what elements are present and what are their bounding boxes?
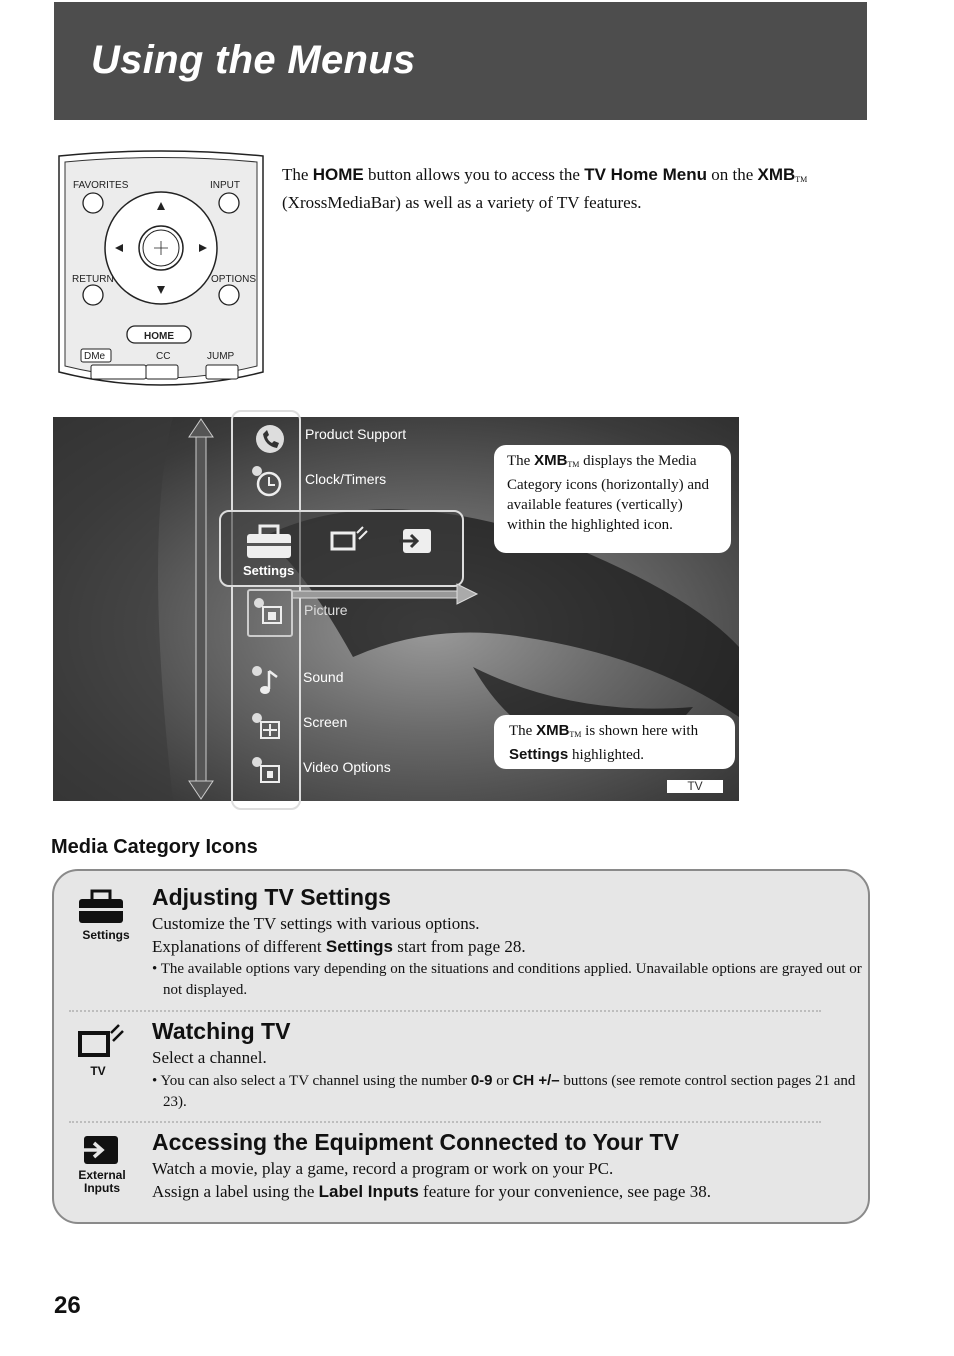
xmb-screenshot: [53, 417, 739, 801]
picture-icon: [251, 595, 287, 631]
music-note-icon: [249, 663, 285, 699]
menu-item-sound[interactable]: Sound: [303, 669, 344, 685]
menu-item-picture[interactable]: Picture: [304, 602, 348, 618]
xmb-callout-1: The $XMB_{TM}$ displays the Media Category icons (horizontally) and available features (vertically) within the highlighted icon.: [494, 445, 731, 553]
xmb-term: XMB: [757, 165, 796, 184]
tv-antenna-icon: [77, 1023, 125, 1063]
page-header: [54, 2, 867, 120]
menu-item-product-support[interactable]: Product Support: [305, 426, 407, 442]
settings-icon-caption: Settings: [82, 928, 130, 942]
video-options-icon: [249, 754, 285, 790]
tv-icon-caption: TV: [90, 1064, 106, 1078]
remote-options-label: OPTIONS: [211, 274, 257, 285]
toolbox-icon: [77, 889, 125, 925]
settings-bullet: • The available options vary depending on the situations and conditions applied. Unavailable options are grayed out or not displayed.: [152, 961, 862, 998]
remote-favorites-label: FAVORITES: [73, 180, 129, 191]
settings-line-2: Explanations of different Settings start from page 28.: [152, 937, 526, 956]
remote-cc-label: CC: [156, 351, 171, 362]
external-input-icon: [78, 1133, 122, 1169]
xmb-settings-label: Settings: [243, 563, 295, 578]
menu-item-clock-timers[interactable]: Clock/Timers: [305, 471, 387, 487]
settings-line-1: Customize the TV settings with various options.: [152, 914, 480, 933]
tv-home-menu-term: TV Home Menu: [584, 165, 707, 184]
intro-paragraph: The HOME button allows you to access the TV Home Menu on the $XMB_{TM}$ (XrossMediaBar) as well as a variety of TV features.: [282, 165, 808, 212]
clock-timer-icon: [249, 463, 283, 497]
remote-home-label: HOME: [144, 331, 174, 342]
remote-jump-label: JUMP: [207, 351, 235, 362]
remote-return-label: RETURN: [72, 274, 114, 285]
vertical-double-arrow-icon: [186, 417, 216, 801]
external-line-1: Watch a movie, play a game, record a program or work on your PC.: [152, 1159, 614, 1178]
section-heading: Media Category Icons: [51, 836, 258, 858]
external-section-title: Accessing the Equipment Connected to Your TV: [152, 1129, 679, 1155]
divider: [69, 1010, 821, 1012]
page-number: 26: [54, 1292, 81, 1319]
divider: [69, 1121, 821, 1123]
phone-icon: [253, 422, 287, 456]
xmb-callout-2: The $XMB_{TM}$ is shown here with Settings highlighted.: [494, 715, 735, 769]
tv-line-1: Select a channel.: [152, 1048, 267, 1067]
toolbox-icon: [243, 522, 295, 562]
external-line-2: Assign a label using the Label Inputs feature for your convenience, see page 38.: [152, 1182, 711, 1201]
tv-bullet: • You can also select a TV channel using the number 0-9 or CH +/– buttons (see remote control section pages 21 and 23).: [152, 1072, 856, 1110]
page-title: Using the Menus: [91, 38, 416, 82]
menu-item-screen[interactable]: Screen: [303, 714, 348, 730]
remote-input-label: INPUT: [210, 180, 240, 191]
settings-section-title: Adjusting TV Settings: [152, 884, 391, 910]
external-inputs-icon-caption: External Inputs: [78, 1168, 126, 1195]
menu-item-video-options[interactable]: Video Options: [303, 759, 391, 775]
remote-control-illustration: [56, 150, 266, 395]
remote-dmex-label: DMe: [84, 351, 106, 362]
input-source-label: TV: [667, 780, 723, 793]
tv-antenna-icon: [329, 525, 369, 559]
home-term: HOME: [312, 165, 364, 184]
media-category-box: [52, 869, 870, 1224]
screen-icon: [249, 710, 285, 746]
tv-section-title: Watching TV: [152, 1018, 291, 1044]
external-input-icon: [397, 525, 437, 559]
